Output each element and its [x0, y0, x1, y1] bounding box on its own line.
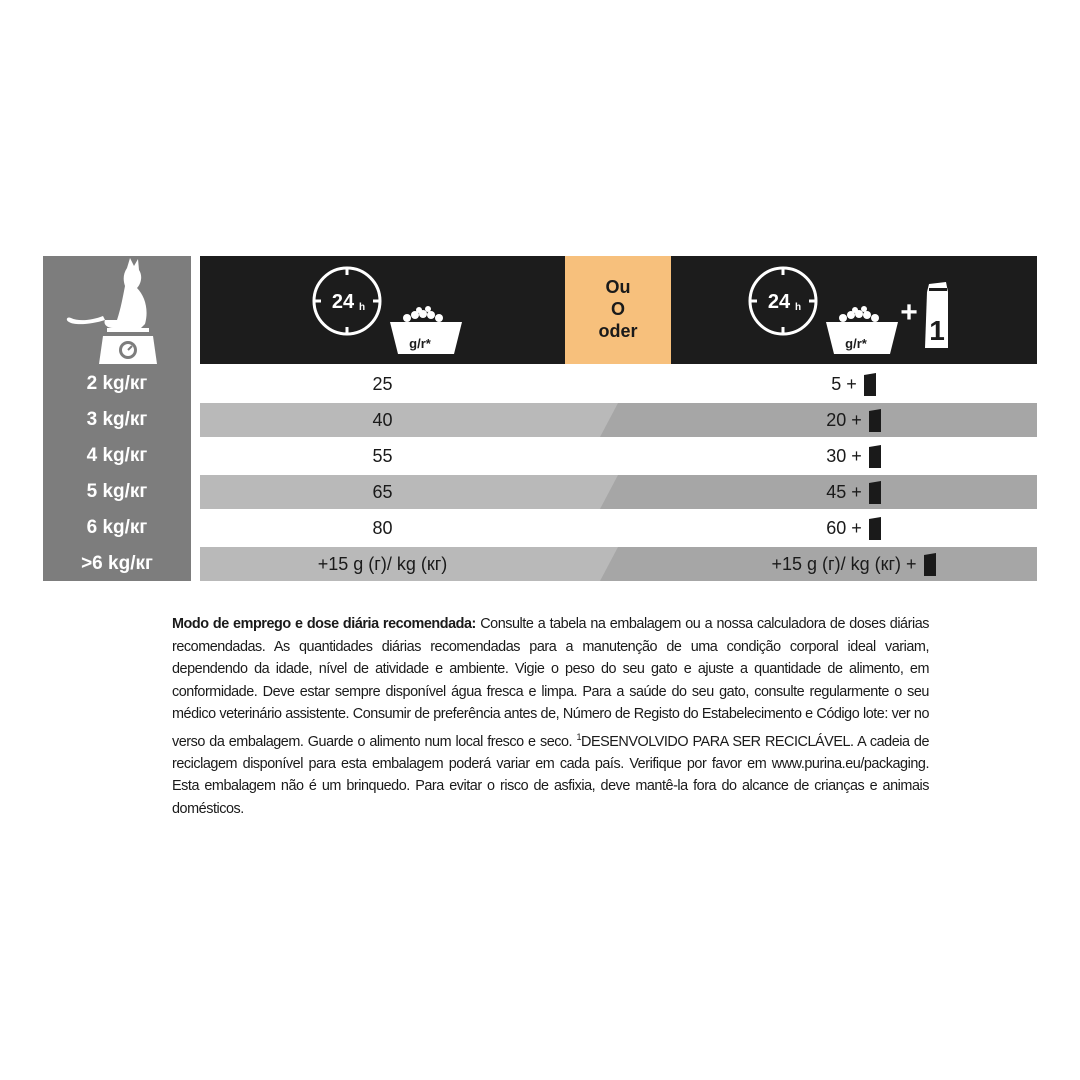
weight-label: 2 kg/кг [86, 373, 148, 394]
or-label [565, 276, 671, 342]
mixed-amount [671, 475, 1037, 509]
pouch-icon [868, 442, 882, 468]
clock-24-label: 24 [767, 291, 791, 313]
mixed-amount-text: 30 + [826, 446, 862, 466]
instructions-text [172, 613, 929, 820]
pouch-icon [868, 514, 882, 540]
pouch-icon [863, 370, 877, 396]
clock-24-label: 24 [331, 291, 355, 313]
weight-label: 3 kg/кг [86, 409, 148, 430]
clock-24h-icon [746, 264, 956, 358]
mixed-amount-text: 45 + [826, 482, 862, 502]
mixed-amount [671, 547, 1037, 581]
plus-label: + [900, 296, 918, 329]
mixed-amount-text: +15 g (г)/ kg (кг) + [771, 554, 917, 574]
mixed-amount [671, 439, 1037, 473]
dry-amount: 65 [372, 482, 393, 502]
instructions-heading: Modo de emprego e dose diária recomendada: [172, 616, 476, 632]
feeding-table [43, 256, 1037, 581]
cat-on-scale-icon [63, 256, 173, 368]
weight-label: >6 kg/кг [81, 553, 153, 574]
mixed-amount-text: 20 + [826, 410, 862, 430]
mixed-amount-text: 60 + [826, 518, 862, 538]
instructions-body: Consulte a tabela na embalagem ou a nossa calculadora de doses diárias recomendadas. As quantidades diárias recomendadas para a manutenção de uma condição corporal ideal variam, dependendo da idade, nível de atividade e ambiente. Vigie o peso do seu gato e ajuste a quantidade de alimento, em conformidade. Deve estar sempre disponível água fresca e limpa. Para a saúde do seu gato, consulte regularmente o seu médico veterinário assistente. Consumir de preferência antes de, Número de Registo do Estabelecimento e Código lote: ver no verso da embalagem. Guarde o alimento num local fresco e seco. [172, 616, 930, 750]
pouch-icon [868, 406, 882, 432]
bowl-label: g/r* [409, 336, 431, 351]
clock-h-label: h [358, 302, 366, 313]
mixed-amount [671, 511, 1037, 545]
dry-amount: 25 [372, 374, 393, 394]
dry-amount: 55 [372, 446, 393, 466]
or-de: oder [598, 321, 638, 341]
or-ru: O [610, 299, 625, 319]
footnote-marker: 1 [576, 731, 582, 742]
recycling-text: DESENVOLVIDO PARA SER RECICLÁVEL. A cadeia de reciclagem disponível para esta embalagem poderá variar em cada país. Verifique por favor em www.purina.eu/packaging. Esta embalagem não é um brinquedo. Para evitar o risco de asfixia, deve mantê-la fora do alcance de crianças e animais domésticos. [172, 733, 930, 817]
weight-label: 5 kg/кг [86, 481, 148, 502]
dry-amount: 40 [372, 410, 393, 430]
header-dry-food [200, 256, 565, 364]
pouch-count: 1 [929, 315, 945, 346]
bowl-label: g/r* [845, 336, 867, 351]
or-pt: Ou [605, 277, 631, 297]
mixed-amount-text: 5 + [831, 374, 857, 394]
dry-amount: +15 g (г)/ kg (кг) [317, 554, 448, 574]
pouch-icon [923, 550, 937, 576]
weight-label: 4 kg/кг [86, 445, 148, 466]
mixed-amount [671, 367, 1037, 401]
weight-column [43, 256, 191, 581]
header-mixed-food [671, 256, 1037, 364]
mixed-amount [671, 403, 1037, 437]
pouch-icon [868, 478, 882, 504]
dry-amount: 80 [372, 518, 393, 538]
weight-label: 6 kg/кг [86, 517, 148, 538]
clock-24h-icon [310, 264, 470, 358]
clock-h-label: h [794, 302, 802, 313]
header-or [565, 256, 671, 364]
